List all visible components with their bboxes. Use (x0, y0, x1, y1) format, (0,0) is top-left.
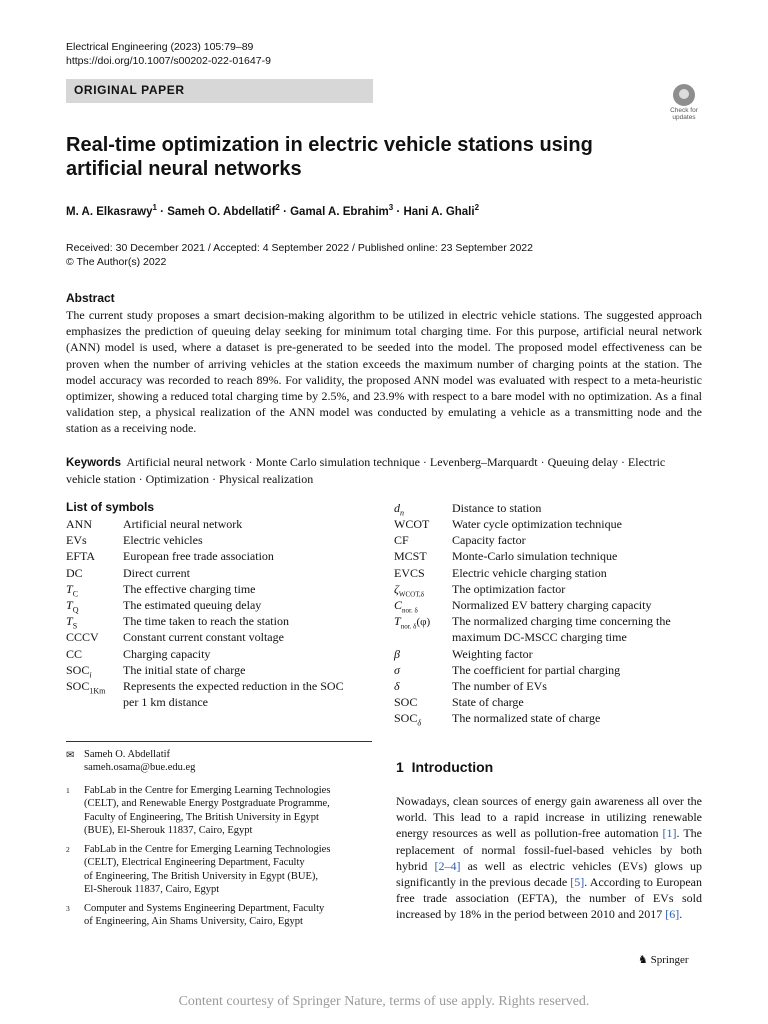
author-affiliation-mark: 3 (388, 203, 394, 212)
correspondence (84, 748, 374, 775)
symbol-desc: The normalized charging time concerning the maximum DC-MSCC charging time (452, 614, 671, 644)
corresponding-email[interactable]: sameh.osama@bue.edu.eg (84, 762, 196, 774)
abstract-heading: Abstract (66, 291, 115, 305)
author-affiliation-mark: 2 (275, 203, 280, 212)
paper-title: Real-time optimization in electric vehicle stations using artificial neural networks (66, 134, 593, 180)
symbol: $T_S$ (66, 614, 78, 631)
symbol: β (394, 647, 400, 661)
symbol-desc: Direct current (123, 566, 190, 580)
symbol: δ (394, 679, 400, 693)
symbol-desc: Monte-Carlo simulation technique (452, 549, 618, 563)
affiliation: FabLab in the Centre for Emerging Learning Technologies (CELT), Electrical Engineering Department, Faculty of Engineering, The British University in Egypt (BUE), El-Sherouk 11837, Cairo, Egypt (84, 844, 331, 896)
symbol-desc: The coefficient for partial charging (452, 663, 621, 677)
journal-citation (66, 40, 271, 68)
badge-line-1: Check for (670, 107, 698, 114)
author-list: M. A. Elkasrawy$^1$ · Sameh O. Abdellatif$^2$ · Gamal A. Ebrahim$^3$ · Hani A. Ghali$^2$ (66, 203, 480, 218)
author-affiliation-mark: 1 (152, 203, 157, 212)
symbol: $T_C$ (66, 582, 79, 599)
footnote-divider (66, 741, 372, 742)
history-dates: Received: 30 December 2021 / Accepted: 4 September 2022 / Published online: 23 September 2022 (66, 242, 533, 254)
check-updates-icon (673, 84, 695, 106)
symbol: $T_Q$ (66, 598, 79, 615)
affiliation-number: 3 (66, 904, 70, 913)
section-number: 1 (396, 759, 404, 775)
symbol: $T_{nor. \delta}(\varphi)$ (394, 614, 431, 631)
symbol-desc: The number of EVs (452, 679, 547, 693)
symbol: CF (394, 533, 409, 547)
symbol-desc: The normalized state of charge (452, 711, 601, 725)
symbol: DC (66, 566, 83, 580)
symbol: MCST (394, 549, 427, 563)
symbol-desc: Capacity factor (452, 533, 526, 547)
publication-dates (66, 241, 533, 269)
journal-reference: Electrical Engineering (2023) 105:79–89 (66, 41, 254, 53)
symbols-heading: List of symbols (66, 500, 155, 514)
symbol-desc: The initial state of charge (123, 663, 246, 677)
symbol-desc: Artificial neural network (123, 517, 243, 531)
article-type-banner (66, 79, 373, 103)
symbol-desc: The time taken to reach the station (123, 614, 289, 628)
keywords-text: Artificial neural network · Monte Carlo simulation technique · Levenberg–Marquardt · Queuing delay · Electric vehicle station · Optimization · Physical realization (66, 455, 666, 487)
author-name[interactable]: M. A. Elkasrawy (66, 205, 153, 218)
citation-link[interactable]: [6] (665, 907, 680, 922)
copyright: © The Author(s) 2022 (66, 256, 167, 268)
introduction-text: Nowadays, clean sources of energy gain awareness all over the world. This lead to a rapid increase in utilizing renewable energy resources as well as pollution-free automation [1]. The replacement of normal fossil-fuel-based vehicles by both hybrid [2–4] as well as electric vehicles (EVs) glows up significantly in the previous decade [5]. According to European free trade association (EFTA), the number of EVs sold increased by 18% in the period between 2010 and 2017 [6]. (396, 794, 702, 922)
doi-link[interactable]: https://doi.org/10.1007/s00202-022-01647-9 (66, 55, 271, 67)
citation-link[interactable]: [5] (570, 875, 585, 890)
envelope-icon: ✉ (66, 750, 75, 761)
symbol-desc: The optimization factor (452, 582, 566, 596)
citation-link[interactable]: [1] (662, 826, 677, 841)
symbol-desc: Charging capacity (123, 647, 211, 661)
symbol-desc: Electric vehicles (123, 533, 203, 547)
corresponding-author: Sameh O. Abdellatif (84, 749, 171, 760)
symbol: ANN (66, 517, 92, 531)
symbol: $d_n$ (394, 501, 404, 518)
badge-line-2: updates (672, 114, 696, 121)
symbol-desc: State of charge (452, 695, 524, 709)
springer-horse-icon: ♞ (638, 954, 648, 966)
section-heading (396, 759, 493, 775)
author-name[interactable]: Gamal A. Ebrahim (290, 205, 389, 218)
symbol: EVCS (394, 566, 425, 580)
affiliation-number: 1 (66, 786, 70, 795)
abstract-text: The current study proposes a smart decision-making algorithm to be utilized in electric vehicle stations. The suggested approach emphasizes the prediction of queuing delay seeking for minimum total charging time. For this purpose, artificial neural network (ANN) model is used, where a dataset is pre-generated to be seeded into the model. The proposed model effectiveness can be proven when the number of arriving vehicles at the station exceeds the maximum number of charging points at the station. The model accuracy was recorded to reach 89%. For validity, the proposed ANN model was evaluated with respect to a meta-heuristic optimizer, showing a reduced total charging time by 2.5%, and 23.9% with respect to a bare model with no optimization. As a final validation step, a physical realization of the ANN model was conducted by emulating a vehicle as a transmitting node and the station as a receiving node. (66, 308, 702, 436)
symbol-desc: Represents the expected reduction in the SOC per 1 km distance (123, 679, 344, 709)
symbol: SOC (394, 695, 418, 709)
symbol: $SOC_i$ (66, 663, 92, 680)
courtesy-notice: Content courtesy of Springer Nature, terms of use apply. Rights reserved. (178, 994, 590, 1009)
symbol: WCOT (394, 517, 430, 531)
symbol: CC (66, 647, 83, 661)
symbol-desc: Constant current constant voltage (123, 630, 284, 644)
keywords (66, 454, 702, 487)
symbol: $SOC_{1Km}$ (66, 679, 106, 696)
affiliation: FabLab in the Centre for Emerging Learning Technologies (CELT), and Renewable Energy Postgraduate Programme, Faculty of Engineering, The British University in Egypt (BUE), El-Sherouk 11837, Cairo, Egypt (84, 785, 331, 837)
symbol-desc: Normalized EV battery charging capacity (452, 598, 652, 612)
citation-link[interactable]: [2–4] (434, 858, 461, 873)
keywords-label: Keywords (66, 457, 121, 469)
symbol: EVs (66, 533, 87, 547)
symbol: $SOC_\delta$ (394, 711, 422, 728)
article-type-label: ORIGINAL PAPER (74, 83, 185, 97)
symbol: $\zeta_{WCOT,\delta}$ (394, 582, 424, 599)
symbol-desc: European free trade association (123, 549, 274, 563)
affiliation: Computer and Systems Engineering Department, Faculty of Engineering, Ain Shams University, Cairo, Egypt (84, 903, 325, 928)
symbol-desc: Water cycle optimization technique (452, 517, 622, 531)
symbol-desc: Weighting factor (452, 647, 533, 661)
author-name[interactable]: Hani A. Ghali (403, 205, 475, 218)
publisher-name: Springer (650, 954, 689, 966)
symbol-desc: Distance to station (452, 501, 542, 515)
publisher-logo (638, 953, 689, 966)
symbol: σ (394, 663, 400, 677)
symbol-desc: Electric vehicle charging station (452, 566, 607, 580)
symbol: $C_{nor. \delta}$ (394, 598, 418, 615)
symbol-desc: The estimated queuing delay (123, 598, 262, 612)
symbol-desc: The effective charging time (123, 582, 256, 596)
section-title: Introduction (411, 759, 494, 775)
author-name[interactable]: Sameh O. Abdellatif (167, 205, 276, 218)
check-for-updates-badge[interactable] (665, 84, 703, 124)
author-affiliation-mark: 2 (474, 203, 480, 212)
symbol: CCCV (66, 630, 99, 644)
symbol: EFTA (66, 549, 96, 563)
affiliation-number: 2 (66, 845, 70, 854)
